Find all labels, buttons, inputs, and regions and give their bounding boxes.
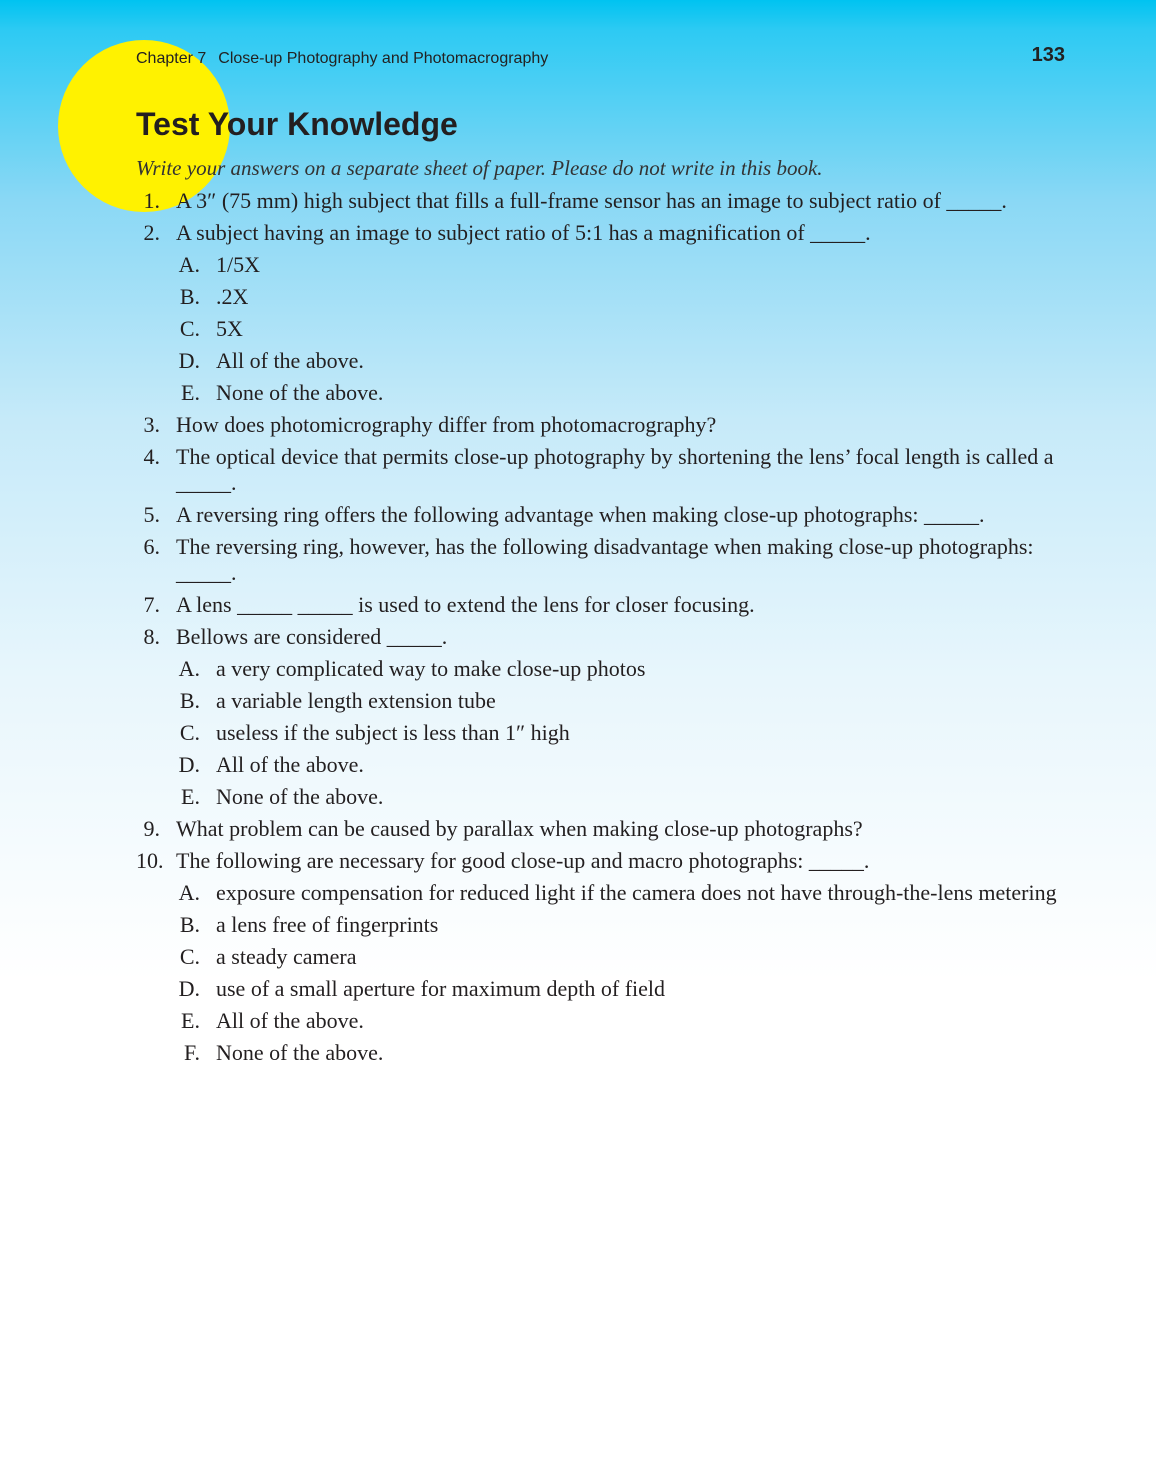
question-item bbox=[136, 534, 1066, 586]
option-letter: B. bbox=[179, 912, 200, 937]
question-text: Bellows are considered _____. bbox=[176, 624, 448, 649]
question-item bbox=[136, 188, 1066, 214]
question-number: 8. bbox=[143, 624, 160, 649]
answer-option bbox=[176, 944, 1066, 970]
question-item bbox=[136, 444, 1066, 496]
chapter-header bbox=[136, 50, 548, 68]
option-letter: F. bbox=[184, 1040, 200, 1065]
option-text: use of a small aperture for maximum depth of field bbox=[216, 976, 666, 1001]
chapter-label: Chapter 7 bbox=[136, 50, 207, 67]
answer-option bbox=[176, 784, 1066, 810]
option-letter: A. bbox=[178, 252, 200, 277]
question-text: A subject having an image to subject ratio of 5:1 has a magnification of _____. bbox=[176, 220, 871, 245]
question-text: A reversing ring offers the following advantage when making close-up photographs: _____. bbox=[176, 502, 985, 527]
option-letter: C. bbox=[179, 316, 200, 341]
question-text: A lens _____ _____ is used to extend the lens for closer focusing. bbox=[176, 592, 755, 617]
question-item bbox=[136, 412, 1066, 438]
option-letter: B. bbox=[179, 284, 200, 309]
option-letter: D. bbox=[178, 976, 200, 1001]
question-text: What problem can be caused by parallax when making close-up photographs? bbox=[176, 816, 863, 841]
page-title: Test Your Knowledge bbox=[136, 106, 458, 142]
answer-option bbox=[176, 688, 1066, 714]
question-text: How does photomicrography differ from photomacrography? bbox=[176, 412, 717, 437]
answer-option bbox=[176, 880, 1066, 906]
question-text: The reversing ring, however, has the following disadvantage when making close-up photographs: _____. bbox=[176, 534, 1034, 585]
answer-option bbox=[176, 1008, 1066, 1034]
answer-option bbox=[176, 1040, 1066, 1066]
option-text: None of the above. bbox=[216, 380, 384, 405]
answer-option bbox=[176, 252, 1066, 278]
answer-option bbox=[176, 656, 1066, 682]
answer-option bbox=[176, 348, 1066, 374]
option-text: All of the above. bbox=[216, 752, 364, 777]
question-number: 9. bbox=[143, 816, 160, 841]
option-letter: C. bbox=[179, 944, 200, 969]
answer-option bbox=[176, 316, 1066, 342]
answer-option bbox=[176, 752, 1066, 778]
option-text: None of the above. bbox=[216, 1040, 384, 1065]
question-text: The following are necessary for good close-up and macro photographs: _____. bbox=[176, 848, 870, 873]
option-text: All of the above. bbox=[216, 348, 364, 373]
option-letter: B. bbox=[179, 688, 200, 713]
page-number: 133 bbox=[1031, 44, 1065, 66]
question-number: 1. bbox=[143, 188, 160, 213]
question-item bbox=[136, 624, 1066, 810]
option-letter: E. bbox=[181, 380, 200, 405]
question-number: 5. bbox=[143, 502, 160, 527]
question-item bbox=[136, 592, 1066, 618]
option-text: exposure compensation for reduced light if the camera does not have through-the-lens metering bbox=[216, 880, 1057, 905]
option-letter: A. bbox=[178, 656, 200, 681]
question-item bbox=[136, 502, 1066, 528]
option-text: a steady camera bbox=[216, 944, 357, 969]
option-letter: E. bbox=[181, 784, 200, 809]
question-number: 3. bbox=[143, 412, 160, 437]
chapter-title: Close-up Photography and Photomacrography bbox=[218, 50, 549, 67]
option-text: None of the above. bbox=[216, 784, 384, 809]
option-letter: D. bbox=[178, 348, 200, 373]
option-text: useless if the subject is less than 1″ high bbox=[216, 720, 570, 745]
question-number: 2. bbox=[143, 220, 160, 245]
option-text: 5X bbox=[216, 316, 243, 341]
option-text: a very complicated way to make close-up photos bbox=[216, 656, 646, 681]
question-number: 7. bbox=[143, 592, 160, 617]
question-item bbox=[136, 848, 1066, 1066]
answer-option bbox=[176, 720, 1066, 746]
answer-option bbox=[176, 912, 1066, 938]
option-letter: C. bbox=[179, 720, 200, 745]
option-text: a lens free of fingerprints bbox=[216, 912, 439, 937]
option-letter: A. bbox=[178, 880, 200, 905]
question-number: 10. bbox=[136, 848, 164, 873]
question-text: A 3″ (75 mm) high subject that fills a full-frame sensor has an image to subject ratio of _____. bbox=[176, 188, 1007, 213]
question-item bbox=[136, 816, 1066, 842]
option-letter: E. bbox=[181, 1008, 200, 1033]
question-number: 6. bbox=[143, 534, 160, 559]
option-text: 1/5X bbox=[216, 252, 260, 277]
question-list bbox=[136, 188, 1066, 1072]
question-text: The optical device that permits close-up photography by shortening the lens’ focal length is called a _____. bbox=[176, 444, 1054, 495]
answer-options bbox=[176, 656, 1066, 810]
answer-option bbox=[176, 284, 1066, 310]
question-number: 4. bbox=[143, 444, 160, 469]
question-item bbox=[136, 220, 1066, 406]
option-text: .2X bbox=[216, 284, 249, 309]
option-text: a variable length extension tube bbox=[216, 688, 496, 713]
option-text: All of the above. bbox=[216, 1008, 364, 1033]
answer-options bbox=[176, 880, 1066, 1066]
instructions: Write your answers on a separate sheet of paper. Please do not write in this book. bbox=[136, 156, 823, 180]
option-letter: D. bbox=[178, 752, 200, 777]
answer-option bbox=[176, 976, 1066, 1002]
answer-options bbox=[176, 252, 1066, 406]
answer-option bbox=[176, 380, 1066, 406]
